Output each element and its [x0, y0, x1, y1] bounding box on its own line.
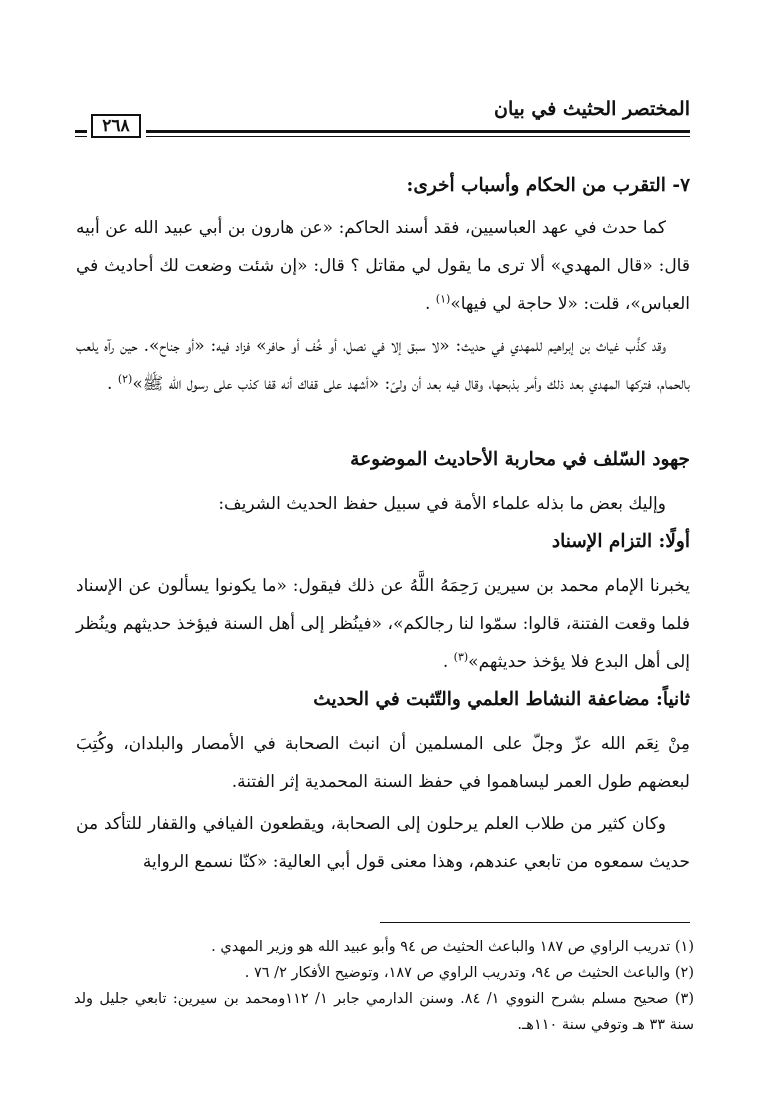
salaf-heading: جهود السّلف في محاربة الأحاديث الموضوعة: [350, 449, 690, 470]
paragraph-text: كما حدث في عهد العباسيين، فقد أسند الحاكم: «عن هارون بن أبي عبيد الله عن أبيه قال: «قال المهدي» ألا ترى ما يقول لي مقاتل ؟ قال: «إن شئت وضعت لك أحاديث في العباس»، قلت: «لا حاجة لي فيها»: [76, 218, 690, 314]
first-heading: أولًا: التزام الإسناد: [551, 531, 690, 552]
footnote-ref: (١): [435, 292, 451, 306]
header-rule-thick: [146, 130, 690, 133]
header-rule-thin: [146, 136, 690, 137]
page-header: [78, 92, 690, 146]
footnotes: [74, 934, 694, 1038]
paragraph-isnad: [76, 567, 690, 681]
paragraph-end: .: [442, 652, 449, 672]
paragraph-end: .: [424, 294, 431, 314]
paragraph-travel: وكان كثير من طلاب العلم يرحلون إلى الصحابة، ويقطعون الفيافي والقفار للتأكد من حديث سمعوه من تابعي عندهم، وهذا معنى قول أبي العالية: «كنّا نسمع الرواية: [76, 814, 690, 872]
paragraph-text: يخبرنا الإمام محمد بن سيرين رَحِمَهُ اللَّهُ عن ذلك فيقول: «ما يكونوا يسألون عن الإسناد فلما وقعت الفتنة، قالوا: سمّوا لنا رجالكم»، «فينُظر إلى أهل السنة فيؤخذ حديثهم وينُظر إلى أهل البدع فلا يؤخذ حديثهم»: [76, 576, 690, 672]
paragraph-text: وقد كذَّب غياث بن إبراهيم للمهدي في حديث: «لا سبق إلا في نصل، أو خُف أو حافر» فزاد فيه: «أو جناح». حين رآه يلعب بالحمام، فتركها المهدي بعد ذلك وأمر بذبحها، وقال فيه بعد أن ولىّ: «أشهد على قفاك أنه قفا كذب على رسول الله ﷺ»: [76, 336, 690, 394]
header-rule-left-thick: [75, 130, 87, 133]
paragraph-intro: وإليك بعض ما بذله علماء الأمة في سبيل حفظ الحديث الشريف:: [218, 494, 666, 514]
footnote-3: (٣) صحيح مسلم بشرح النووي ١/ ٨٤. وسنن الدارمي جابر ١/ ١١٢ومحمد بن سيرين: تابعي جليل ولد سنة ٣٣ هـ وتوفي سنة ١١٠هـ.: [74, 991, 694, 1033]
page-number: ٢٦٨: [91, 114, 141, 138]
paragraph-end: .: [107, 374, 113, 394]
section-7-heading: ٧- التقرب من الحكام وأسباب أخرى:: [406, 175, 690, 196]
paragraph-companions: مِنْ نِعَم الله عزّ وجلّ على المسلمين أن انبث الصحابة في الأمصار والبلدان، وكُتِبَ لبعضهم طول العمر ليساهموا في حفظ السنة المحمدية إثر الفتنة.: [76, 734, 690, 792]
second-heading: ثانياً: مضاعفة النشاط العلمي والتّثبت في الحديث: [313, 689, 690, 710]
header-rule-left-thin: [75, 136, 87, 137]
footnote-1: (١) تدريب الراوي ص ١٨٧ والباعث الحثيث ص ٩٤ وأبو عبيد الله هو وزير المهدي .: [211, 939, 694, 955]
footnote-separator: [380, 922, 690, 923]
running-title: المختصر الحثيث في بيان: [494, 98, 690, 120]
paragraph-abbasids: [76, 209, 690, 323]
footnote-2: (٢) والباعث الحثيث ص ٩٤، وتدريب الراوي ص ١٨٧، وتوضيح الأفكار ٢/ ٧٦ .: [244, 965, 694, 981]
footnote-ref: (٣): [453, 650, 469, 664]
paragraph-ghiyath: [76, 327, 690, 403]
footnote-ref: (٢): [117, 372, 133, 386]
